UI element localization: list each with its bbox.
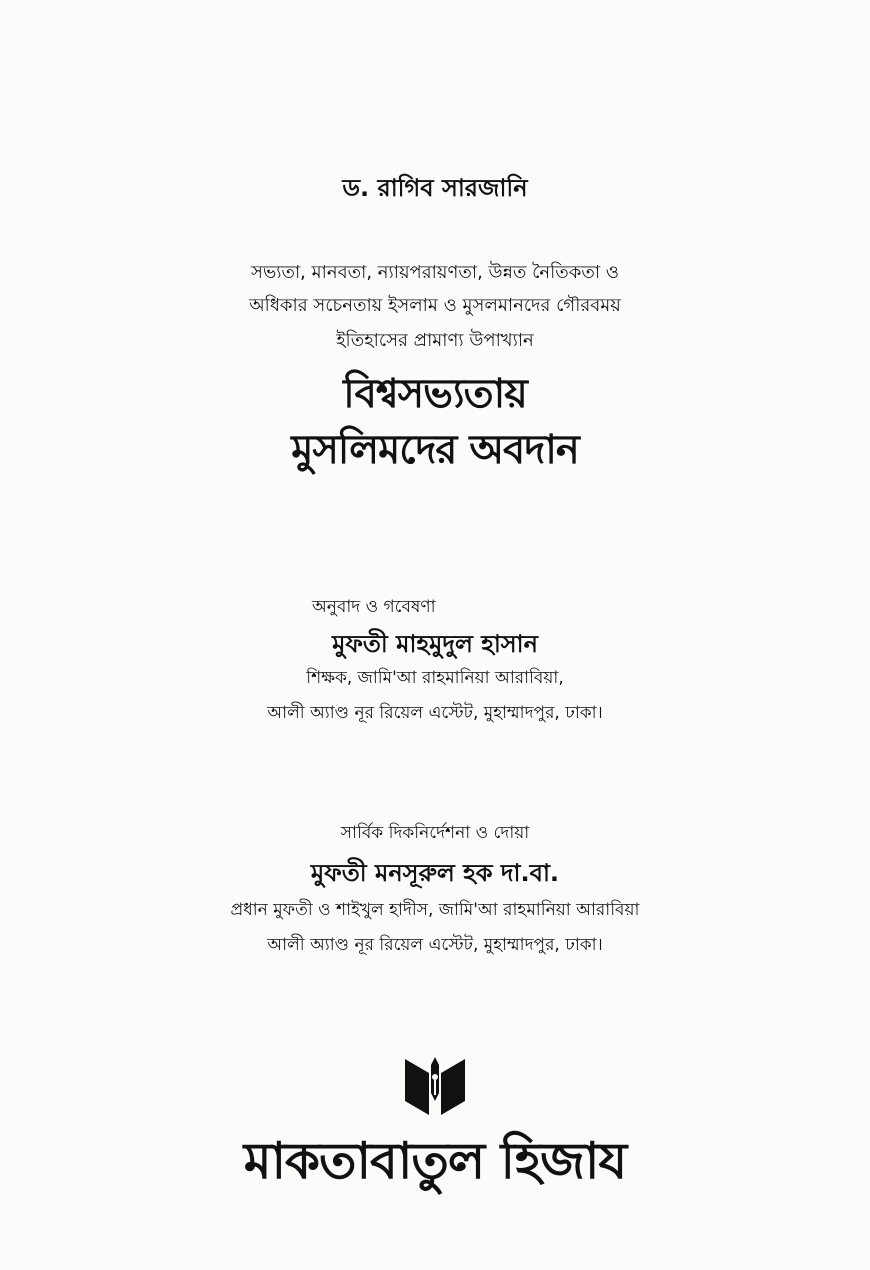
- guide-description-2: আলী অ্যাণ্ড নূর রিয়েল এস্টেট, মুহাম্মাদপুর, ঢাকা।: [267, 935, 603, 955]
- translator-description-2: আলী অ্যাণ্ড নূর রিয়েল এস্টেট, মুহাম্মাদপুর, ঢাকা।: [267, 703, 603, 723]
- publisher-name: মাকতাবাতুল হিজায: [243, 1132, 627, 1190]
- subtitle-line-1: সভ্যতা, মানবতা, ন্যায়পরায়ণতা, উন্নত নৈতিকতা ও: [250, 262, 620, 283]
- translator-name: মুফতী মাহমুদুল হাসান: [332, 630, 538, 658]
- book-title-line-2: মুসলিমদের অবদান: [291, 427, 579, 473]
- book-title-line-1: বিশ্বসভ্যতায়: [343, 371, 527, 417]
- subtitle-line-3: ইতিহাসের প্রামাণ্য উপাখ্যান: [336, 330, 534, 351]
- author-name: ড. রাগিব সারজানি: [342, 174, 528, 202]
- guide-description-1: প্রধান মুফতী ও শাইখুল হাদীস, জামি'আ রাহমানিয়া আরাবিয়া: [230, 900, 640, 920]
- guidance-label: সার্বিক দিকনির্দেশনা ও দোয়া: [340, 823, 530, 843]
- translation-label: অনুবাদ ও গবেষণা: [312, 597, 436, 617]
- translator-description-1: শিক্ষক, জামি'আ রাহমানিয়া আরাবিয়া,: [306, 668, 564, 688]
- book-pen-logo-icon: [403, 1055, 467, 1117]
- guide-name: মুফতী মনসূরুল হক দা.বা.: [310, 859, 560, 887]
- subtitle-line-2: অধিকার সচেনতায় ইসলাম ও মুসলমানদের গৌরবময়: [249, 295, 621, 316]
